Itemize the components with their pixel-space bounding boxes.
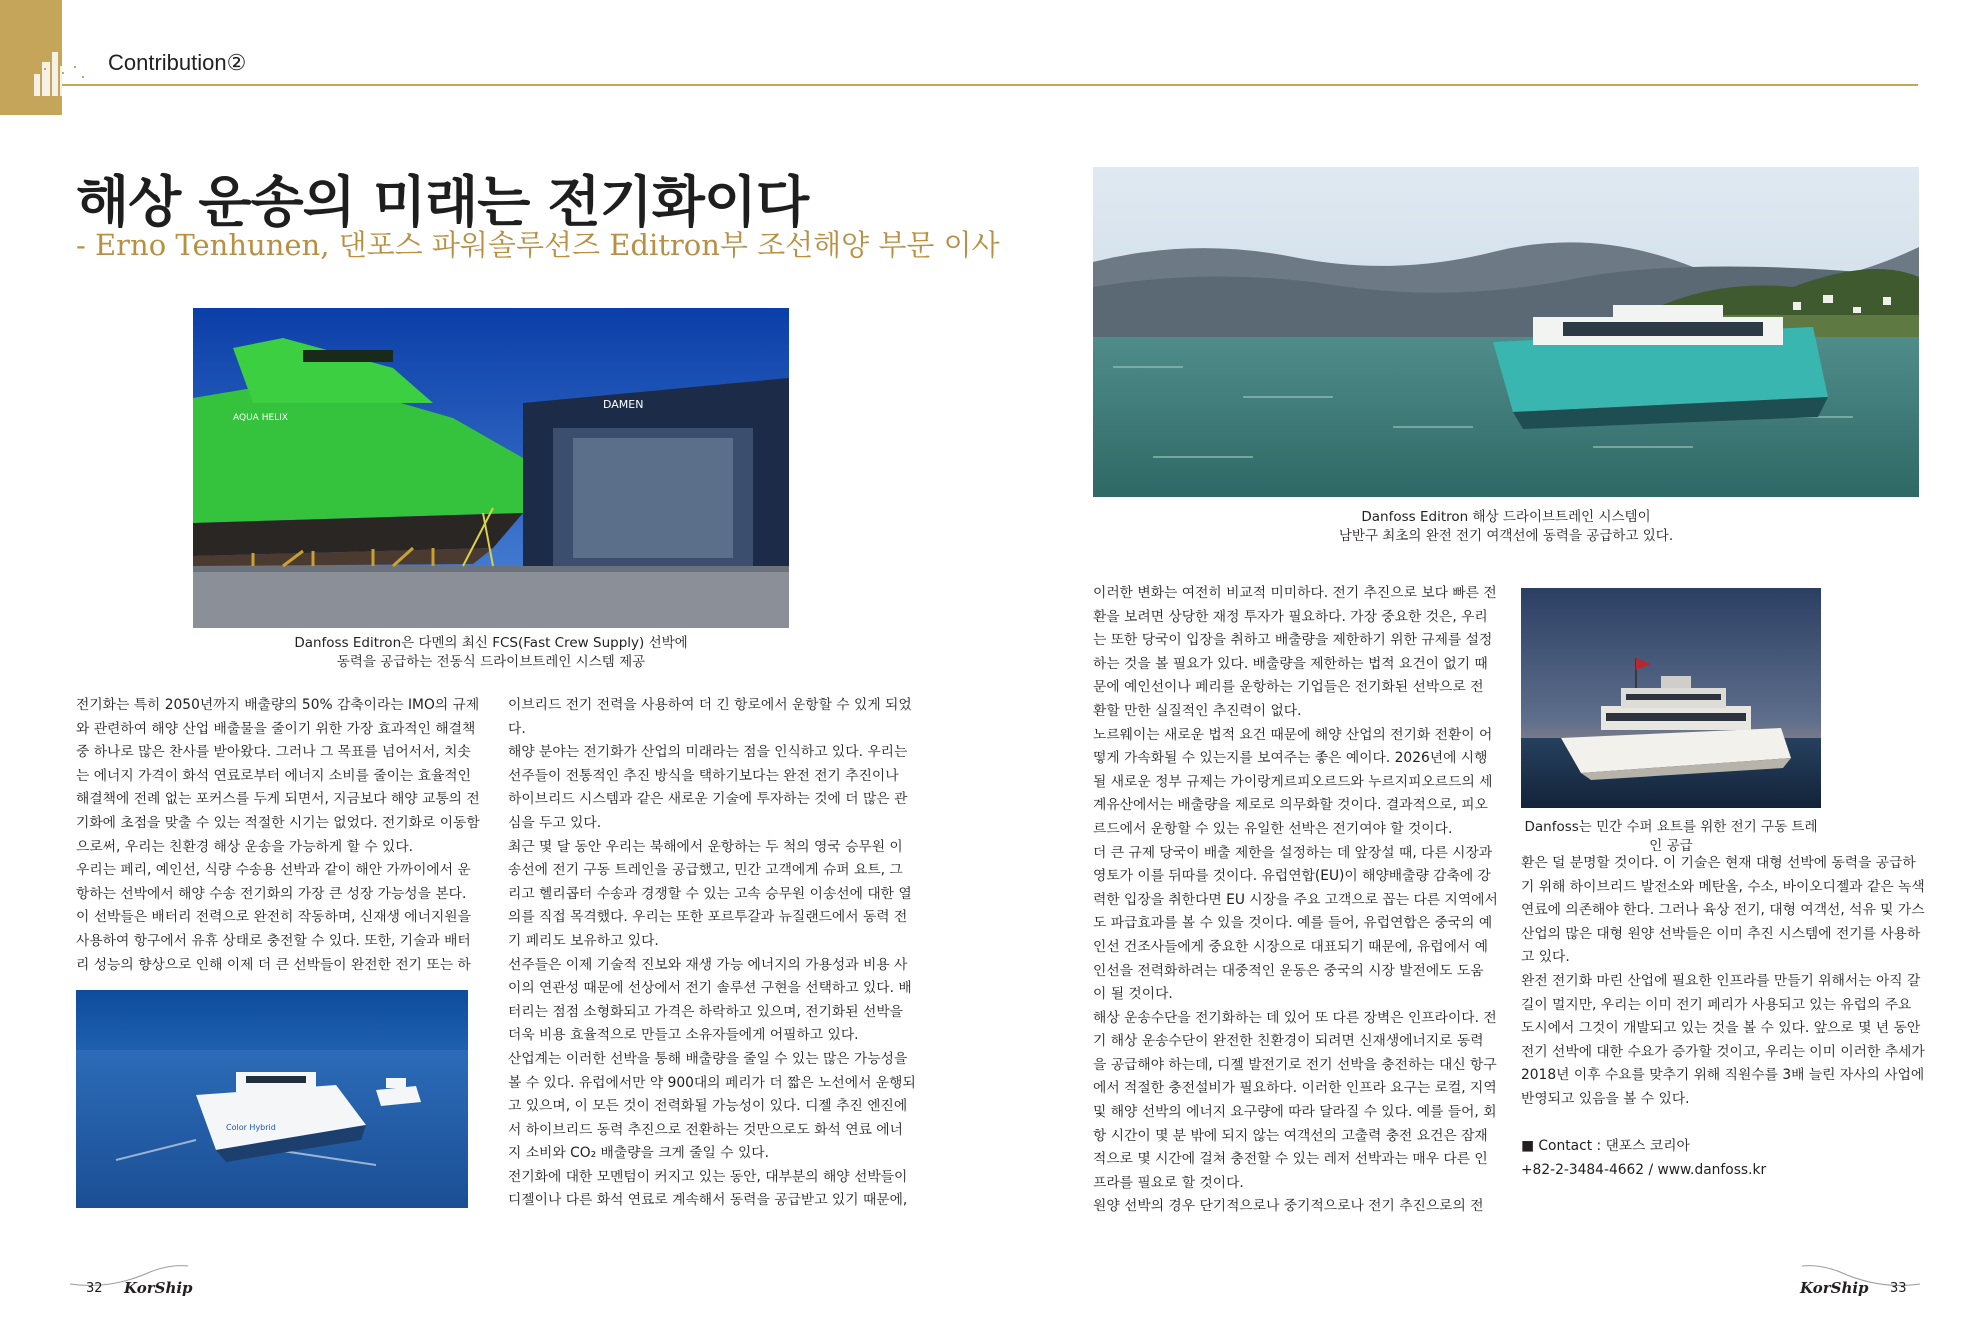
ferry-hull-name: Color Hybrid bbox=[226, 1123, 276, 1132]
green-ship-caption: Danfoss Editron은 다멘의 최신 FCS(Fast Crew Supply) 선박에 동력을 공급하는 전동식 드라이브트레인 시스템 제공 bbox=[294, 635, 688, 670]
page-number-left: 32 bbox=[86, 1281, 103, 1296]
page-number-right: 33 bbox=[1890, 1281, 1907, 1296]
city-skyline-icon bbox=[34, 44, 104, 100]
hull-name: AQUA HELIX bbox=[233, 413, 288, 423]
contact-line: ■ Contact : 댄포스 코리아 bbox=[1521, 1138, 1690, 1155]
header-divider bbox=[62, 84, 1918, 86]
body-column-1: 전기화는 특히 2050년까지 배출량의 50% 감축이라는 IMO의 규제 와 관련하여 해양 산업 배출물을 줄이기 위한 가장 효과적인 해결책 중 하나로 많은 찬사를 받아왔다. 그러나 그 목표를 넘어서서, 치솟 는 에너지 가격이 화석 연료로부터 에너지 소비를 줄이는 효율적인 해결책에 전례 없는 포커스를 두게 되면서, 지금보다 해양 교통의 전 기화에 초점을 맞출 수 있는 적절한 시기는 없었다. 전기화로 이동함 으로써, 우리는 친환경 해상 운송을 가능하게 할 수 있다. 우리는 페리, 예인선, 식량 수송용 선박과 같이 해안 가까이에서 운 항하는 선박에서 해양 수송 전기화의 가장 큰 성장 가능성을 본다. 이 선박들은 배터리 전력으로 완전히 작동하며, 신재생 에너지원을 사용하여 항구에서 유휴 상태로 충전할 수 있다. 또한, 기술과 배터 리 성능의 향상으로 인해 이제 더 큰 선박들이 완전한 전기 또는 하 bbox=[76, 697, 480, 973]
article-title: 해상 운송의 미래는 전기화이다 bbox=[76, 170, 809, 234]
damen-sign: DAMEN bbox=[603, 398, 644, 411]
body-column-2: 이브리드 전기 전력을 사용하여 더 긴 항로에서 운항할 수 있게 되었 다. 해양 분야는 전기화가 산업의 미래라는 점을 인식하고 있다. 우리는 선주들이 전통적인 추진 방식을 택하기보다는 완전 전기 추진이나 하이브리드 시스템과 같은 새로운 기술에 투자하는 것에 더 많은 관 심을 두고 있다. 최근 몇 달 동안 우리는 북해에서 운항하는 두 척의 영국 승무원 이 송선에 전기 구동 트레인을 공급했고, 민간 고객에게 슈퍼 요트, 그 리고 헬리콥터 수송과 경쟁할 수 있는 고속 승무원 이송선에 대한 열 의를 직접 목격했다. 우리는 또한 포르투갈과 뉴질랜드에서 동력 전 기 페리도 보유하고 있다. 선주들은 이제 기술적 진보와 재생 가능 에너지의 가용성과 비용 사 이의 연관성 때문에 선상에서 전기 솔루션 구현을 선택하고 있다. 배 터리는 점점 소형화되고 가격은 하락하고 있으며, 전기화된 선박을 더욱 비용 효율적으로 만들고 소유자들에게 어필하고 있다. 산업계는 이러한 선박을 통해 배출량을 줄일 수 있는 많은 가능성을 볼 수 있다. 유럽에서만 약 900대의 페리가 더 짧은 노선에서 운행되 고 있으며, 이 모든 것이 전력화될 가능성이 있다. 디젤 추진 엔진에 서 하이브리드 동력 추진으로 전환하는 것만으로도 화석 연료 에너 지 소비와 CO₂ 배출량을 크게 줄일 수 있다. 전기화에 대한 모멘텀이 커지고 있는 동안, 대부분의 해양 선박들이 디젤이나 다른 화석 연료로 계속해서 동력을 공급받고 있기 때문에, bbox=[508, 697, 916, 1209]
hybrid-ferry-photo bbox=[76, 990, 468, 1208]
wellington-ferry-photo bbox=[1093, 167, 1919, 497]
body-column-3: 이러한 변화는 여전히 비교적 미미하다. 전기 추진으로 보다 빠른 전 환을 보려면 상당한 재정 투자가 필요하다. 가장 중요한 것은, 우리 는 또한 당국이 입장을 취하고 배출량을 제한하기 위한 규제를 설정 하는 것을 볼 필요가 있다. 배출량을 제한하는 법적 요건이 없기 때 문에 예인선이나 페리를 운항하는 기업들은 전기화된 선박으로 전 환할 만한 실질적인 추진력이 없다. 노르웨이는 새로운 법적 요건 때문에 해양 산업의 전기화 전환이 어 떻게 가속화될 수 있는지를 보여주는 좋은 예이다. 2026년에 시행 될 새로운 정부 규제는 가이랑게르피오르드와 누르지피오르드의 세 계유산에서는 배출량을 제로로 의무화할 것이다. 결과적으로, 피오 르드에서 운항할 수 있는 유일한 선박은 전기여야 할 것이다. 더 큰 규제 당국이 배출 제한을 설정하는 데 앞장설 때, 다른 시장과 영토가 이를 뒤따를 것이다. 유럽연합(EU)이 해양배출량 감축에 강 력한 입장을 취한다면 EU 시장을 주요 고객으로 꼽는 다른 지역에서 도 파급효과를 볼 수 있을 것이다. 예를 들어, 유럽연합은 중국의 예 인선 건조사들에게 중요한 시장으로 대표되기 때문에, 유럽에서 예 인선을 전력화하려는 대중적인 운동은 중국의 시장 발전에도 도움 이 될 것이다. 해상 운송수단을 전기화하는 데 있어 또 다른 장벽은 인프라이다. 전 기 해상 운송수단이 완전한 친환경이 되려면 신재생에너지로 동력 을 공급해야 하는데, 디젤 발전기로 전기 선박을 충전하는 대신 항구 에서 적절한 충전설비가 필요하다. 이러한 인프라 요구는 로컬, 지역 및 해양 선박의 에너지 요구량에 따라 달라질 수 있다. 예를 들어, 회 항 시간이 몇 분 밖에 되지 않는 여객선의 고출력 충전 요건은 잠재 적으로 몇 시간에 걸쳐 충전할 수 있는 레저 선박과는 매우 다른 인 프라를 필요로 할 것이다. 원양 선박의 경우 단기적으로나 중기적으로나 전기 추진으로의 전 bbox=[1093, 585, 1498, 1215]
contact-details: +82-2-3484-4662 / www.danfoss.kr bbox=[1521, 1161, 1767, 1178]
brand-logo-right: KorShip bbox=[1800, 1279, 1869, 1297]
wellington-ferry-caption: Danfoss Editron 해상 드라이브트레인 시스템이 남반구 최초의 완전 전기 여객선에 동력을 공급하고 있다. bbox=[1338, 509, 1674, 544]
section-label: Contribution② bbox=[108, 50, 247, 75]
yacht-caption: Danfoss는 민간 수퍼 요트를 위한 전기 구동 트레인 공급 bbox=[1524, 819, 1818, 854]
article-subtitle: - Erno Tenhunen, 댄포스 파워솔루션즈 Editron부 조선해양 부문 이사 bbox=[76, 228, 1000, 262]
super-yacht-render bbox=[1521, 588, 1821, 808]
green-ship-photo bbox=[193, 308, 789, 628]
brand-logo-left: KorShip bbox=[124, 1279, 193, 1297]
body-column-4: 환은 덜 분명할 것이다. 이 기술은 현재 대형 선박에 동력을 공급하 기 위해 하이브리드 발전소와 메탄올, 수소, 바이오디젤과 같은 녹색 연료에 의존해야 한다. 그러나 육상 전기, 대형 여객선, 석유 및 가스 산업의 많은 대형 원양 선박들은 이미 추진 시스템에 전기를 사용하 고 있다. 완전 전기화 마린 산업에 필요한 인프라를 만들기 위해서는 아직 갈 길이 멀지만, 우리는 이미 전기 페리가 사용되고 있는 유럽의 주요 도시에서 그것이 개발되고 있는 것을 볼 수 있다. 앞으로 몇 년 동안 전기 선박에 대한 수요가 증가할 것이고, 우리는 이미 이러한 추세가 2018년 이후 수요를 맞추기 위해 직원수를 3배 늘린 자사의 사업에 반영되고 있음을 볼 수 있다. ■ Contact : 댄포스 코리아 +82-2-3484-4662 / www.danfoss.kr bbox=[1521, 852, 1925, 1182]
